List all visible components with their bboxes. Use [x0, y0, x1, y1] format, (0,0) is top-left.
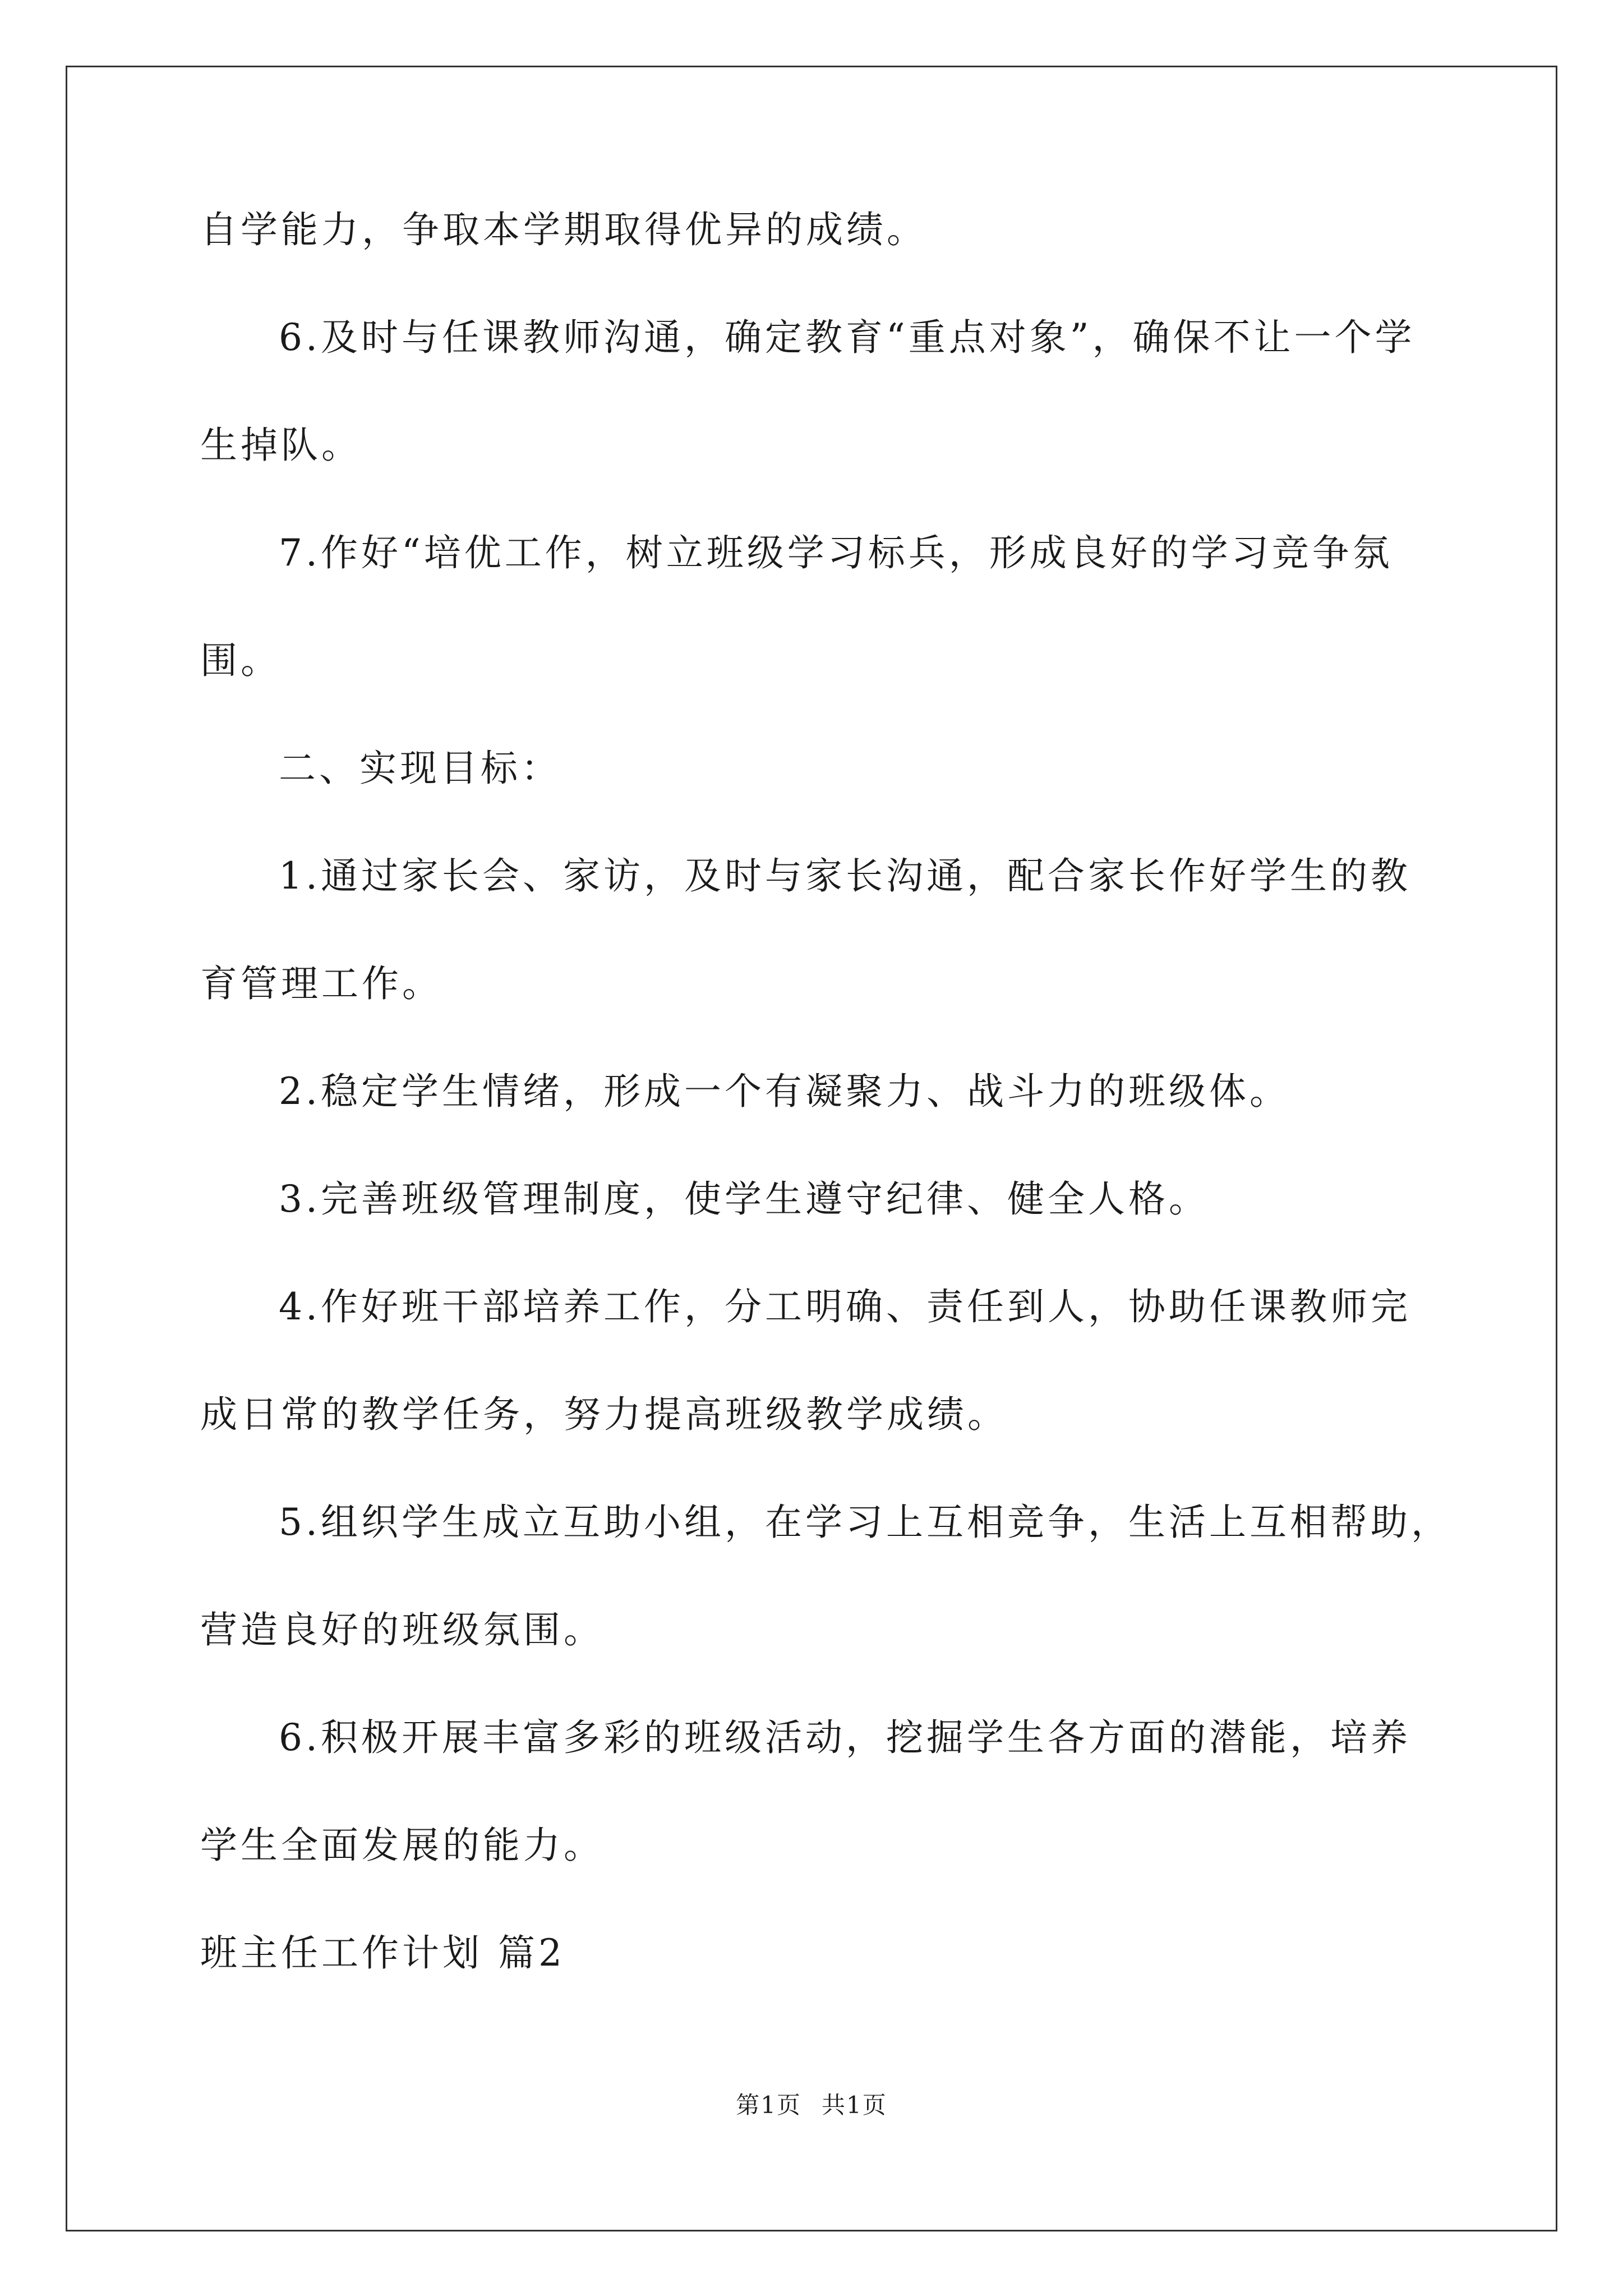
paragraph-line: 4.作好班干部培养工作，分工明确、责任到人，协助任课教师完 [279, 1285, 1411, 1328]
paragraph-line: 围。 [200, 639, 281, 682]
paragraph-line: 成日常的教学任务，努力提高班级教学成绩。 [200, 1393, 1008, 1436]
paragraph-line: 3.完善班级管理制度，使学生遵守纪律、健全人格。 [279, 1177, 1209, 1221]
paragraph-line: 2.稳定学生情绪，形成一个有凝聚力、战斗力的班级体。 [279, 1070, 1290, 1113]
paragraph-line: 学生全面发展的能力。 [200, 1824, 604, 1867]
page-number-footer [0, 2091, 1623, 2119]
paragraph-line: 6.及时与任课教师沟通，确定教育“重点对象”，确保不让一个学 [279, 316, 1415, 359]
section-heading: 二、实现目标： [279, 747, 561, 790]
paragraph-line: 6.积极开展丰富多彩的班级活动，挖掘学生各方面的潜能，培养 [279, 1716, 1411, 1759]
paragraph-line: 7.作好“培优工作，树立班级学习标兵，形成良好的学习竞争氛 [279, 531, 1393, 574]
document-title: 班主任工作计划 篇2 [200, 1931, 565, 1975]
paragraph-line: 5.组织学生成立互助小组，在学习上互相竞争，生活上互相帮助， [279, 1501, 1451, 1544]
page-current: 第1页 [736, 2091, 801, 2119]
page-total: 共1页 [822, 2091, 887, 2119]
paragraph-line: 生掉队。 [200, 424, 362, 467]
paragraph-line: 自学能力，争取本学期取得优异的成绩。 [200, 208, 927, 251]
paragraph-line: 营造良好的班级氛围。 [200, 1608, 604, 1651]
paragraph-line: 育管理工作。 [200, 962, 442, 1005]
page-border [66, 66, 1557, 2231]
paragraph-line: 1.通过家长会、家访，及时与家长沟通，配合家长作好学生的教 [279, 854, 1411, 898]
